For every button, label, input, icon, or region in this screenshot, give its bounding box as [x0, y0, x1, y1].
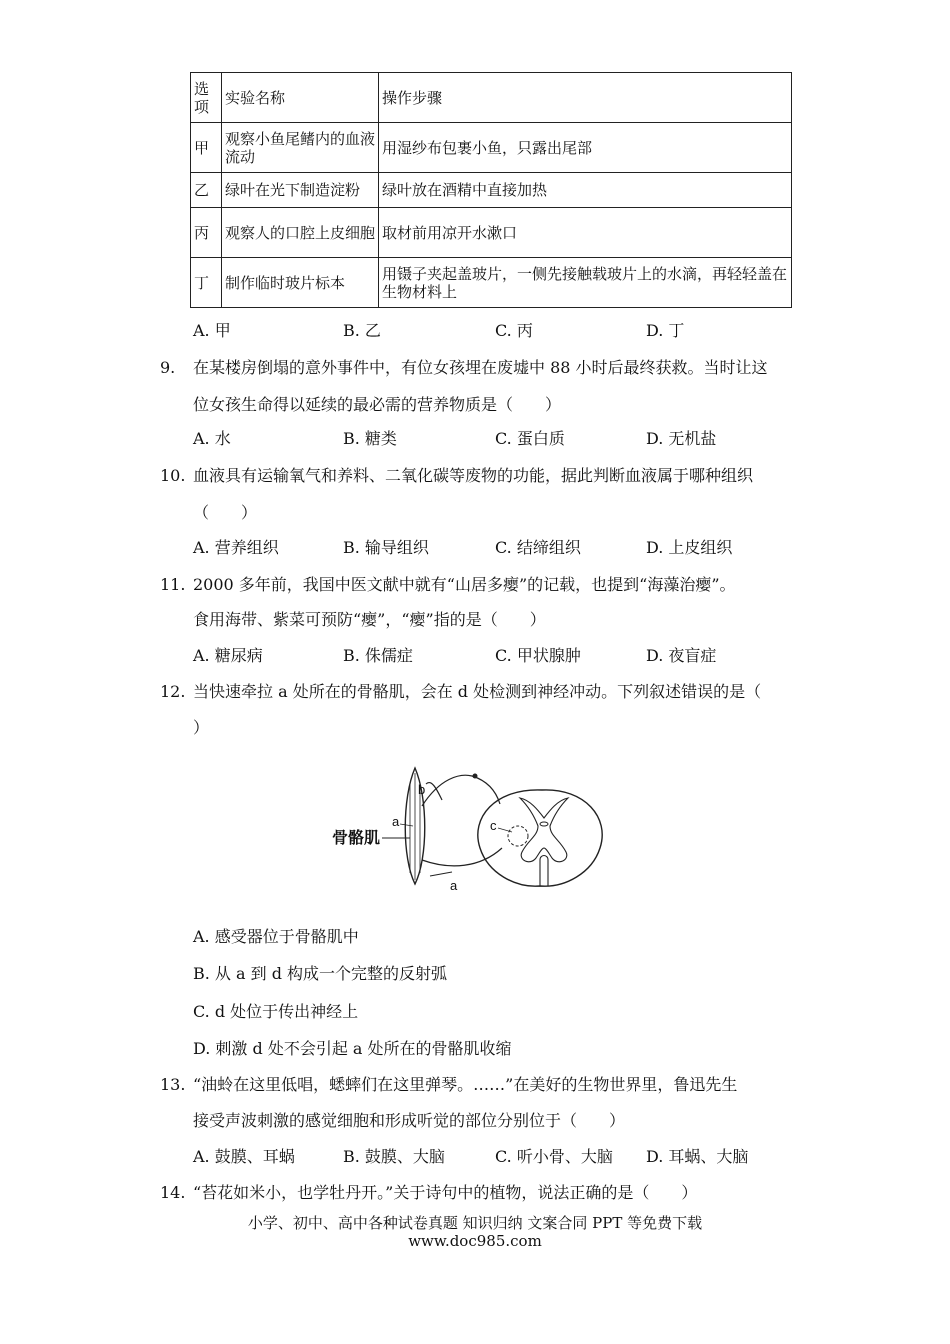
- table-cell: 丙: [191, 208, 222, 258]
- central-canal: [540, 822, 548, 826]
- efferent-branch: [430, 872, 452, 876]
- efferent-nerve: [422, 848, 502, 866]
- q12-option-b: [0, 963, 950, 985]
- option-a[interactable]: A. 鼓膜、耳蜗: [193, 1147, 295, 1166]
- q11-line1: [0, 574, 950, 596]
- option-b[interactable]: B. 乙: [343, 321, 381, 340]
- q10-options: [0, 537, 950, 559]
- option-d[interactable]: D. 刺激 d 处不会引起 a 处所在的骨骼肌收缩: [193, 1039, 512, 1058]
- option-c[interactable]: C. 甲状腺肿: [495, 646, 581, 665]
- option-c[interactable]: C. 结缔组织: [495, 538, 581, 557]
- table-cell: 用镊子夹起盖玻片，一侧先接触载玻片上的水滴，再轻轻盖在生物材料上: [379, 258, 792, 308]
- option-c[interactable]: C. d 处位于传出神经上: [193, 1002, 359, 1021]
- label-a-pointer: [400, 824, 413, 826]
- q12-option-a: [0, 926, 950, 948]
- ganglion-dot: [473, 774, 478, 779]
- table-cell: 绿叶放在酒精中直接加热: [379, 173, 792, 208]
- question-text: “苔花如米小，也学牡丹开。”关于诗句中的植物，说法正确的是（ ）: [193, 1183, 698, 1202]
- label-a: a: [392, 814, 400, 829]
- table-row: [191, 258, 792, 308]
- q12-line1: [0, 681, 950, 703]
- table-cell: 用湿纱布包裹小鱼，只露出尾部: [379, 123, 792, 173]
- option-b[interactable]: B. 鼓膜、大脑: [343, 1147, 445, 1166]
- option-a[interactable]: A. 营养组织: [193, 538, 279, 557]
- q9-line2: [0, 394, 950, 416]
- option-a[interactable]: A. 水: [193, 429, 231, 448]
- interneuron-region: [508, 826, 528, 846]
- q12-option-d: [0, 1038, 950, 1060]
- q13-options: [0, 1146, 950, 1168]
- option-b[interactable]: B. 从 a 到 d 构成一个完整的反射弧: [193, 964, 448, 983]
- table-cell: 取材前用凉开水漱口: [379, 208, 792, 258]
- table-cell: 甲: [191, 123, 222, 173]
- question-number: 9.: [160, 358, 176, 377]
- table-row: [191, 173, 792, 208]
- option-d[interactable]: D. 丁: [646, 321, 685, 340]
- afferent-nerve-path: [422, 775, 500, 806]
- table-row: [191, 123, 792, 173]
- q8-options: [0, 320, 950, 342]
- grey-matter: [520, 798, 568, 862]
- option-d[interactable]: D. 无机盐: [646, 429, 717, 448]
- option-b[interactable]: B. 糖类: [343, 429, 397, 448]
- q10-line1: [0, 465, 950, 487]
- table-header-cell: 实验名称: [222, 73, 379, 123]
- q9-line1: [0, 357, 950, 379]
- label-c: c: [490, 818, 497, 833]
- table-cell: 绿叶在光下制造淀粉: [222, 173, 379, 208]
- question-number: 13.: [160, 1075, 186, 1094]
- muscle-label: 骨骼肌: [332, 830, 381, 847]
- label-b: b: [418, 782, 426, 797]
- question-text: 2000 多年前，我国中医文献中就有“山居多瘿”的记载，也提到“海藻治瘿”。: [193, 575, 736, 594]
- table-cell: 制作临时玻片标本: [222, 258, 379, 308]
- footer-url[interactable]: www.doc985.com: [408, 1232, 542, 1250]
- option-c[interactable]: C. 蛋白质: [495, 429, 565, 448]
- table-cell: 观察小鱼尾鳍内的血液流动: [222, 123, 379, 173]
- question-text: （ ）: [193, 503, 258, 522]
- option-a[interactable]: A. 甲: [193, 321, 231, 340]
- question-text: “油蛉在这里低唱，蟋蟀们在这里弹琴。……”在美好的生物世界里，鲁迅先生: [193, 1075, 738, 1094]
- option-c[interactable]: C. 丙: [495, 321, 533, 340]
- ventral-fissure: [540, 856, 548, 887]
- q14-line1: [0, 1182, 950, 1204]
- q11-line2: [0, 609, 950, 631]
- table-cell: 丁: [191, 258, 222, 308]
- question-text: ）: [193, 718, 210, 737]
- option-b[interactable]: B. 侏儒症: [343, 646, 413, 665]
- option-d[interactable]: D. 上皮组织: [646, 538, 733, 557]
- footer-line1: 小学、初中、高中各种试卷真题 知识归纳 文案合同 PPT 等免费下载: [247, 1214, 703, 1232]
- experiment-table: [190, 72, 792, 308]
- question-text: 血液具有运输氧气和养料、二氧化碳等废物的功能，据此判断血液属于哪种组织: [193, 466, 754, 485]
- table-row: [191, 208, 792, 258]
- option-a[interactable]: A. 感受器位于骨骼肌中: [193, 927, 359, 946]
- question-number: 14.: [160, 1183, 186, 1202]
- label-a-bottom: a: [450, 878, 458, 893]
- table-header-row: [191, 73, 792, 123]
- reflex-arc-figure: [330, 748, 630, 896]
- q12-option-c: [0, 1001, 950, 1023]
- table-cell: 观察人的口腔上皮细胞: [222, 208, 379, 258]
- question-number: 12.: [160, 682, 186, 701]
- q9-options: [0, 428, 950, 450]
- option-c[interactable]: C. 听小骨、大脑: [495, 1147, 613, 1166]
- option-d[interactable]: D. 耳蜗、大脑: [646, 1147, 749, 1166]
- table-cell: 乙: [191, 173, 222, 208]
- q13-line1: [0, 1074, 950, 1096]
- question-text: 接受声波刺激的感觉细胞和形成听觉的部位分别位于（ ）: [193, 1111, 626, 1130]
- option-d[interactable]: D. 夜盲症: [646, 646, 717, 665]
- question-text: 在某楼房倒塌的意外事件中，有位女孩埋在废墟中 88 小时后最终获救。当时让这: [193, 358, 768, 377]
- table-header-cell: 操作步骤: [379, 73, 792, 123]
- q12-line2: [0, 717, 950, 739]
- question-number: 10.: [160, 466, 186, 485]
- q11-options: [0, 645, 950, 667]
- q10-line2: [0, 502, 950, 524]
- table-header-cell: 选项: [191, 73, 222, 123]
- question-text: 当快速牵拉 a 处所在的骨骼肌，会在 d 处检测到神经冲动。下列叙述错误的是（: [193, 682, 762, 701]
- option-b[interactable]: B. 输导组织: [343, 538, 429, 557]
- option-a[interactable]: A. 糖尿病: [193, 646, 263, 665]
- question-number: 11.: [160, 575, 186, 594]
- question-text: 食用海带、紫菜可预防“瘿”，“瘿”指的是（ ）: [193, 610, 546, 629]
- question-text: 位女孩生命得以延续的最必需的营养物质是（ ）: [193, 395, 562, 414]
- q13-line2: [0, 1110, 950, 1132]
